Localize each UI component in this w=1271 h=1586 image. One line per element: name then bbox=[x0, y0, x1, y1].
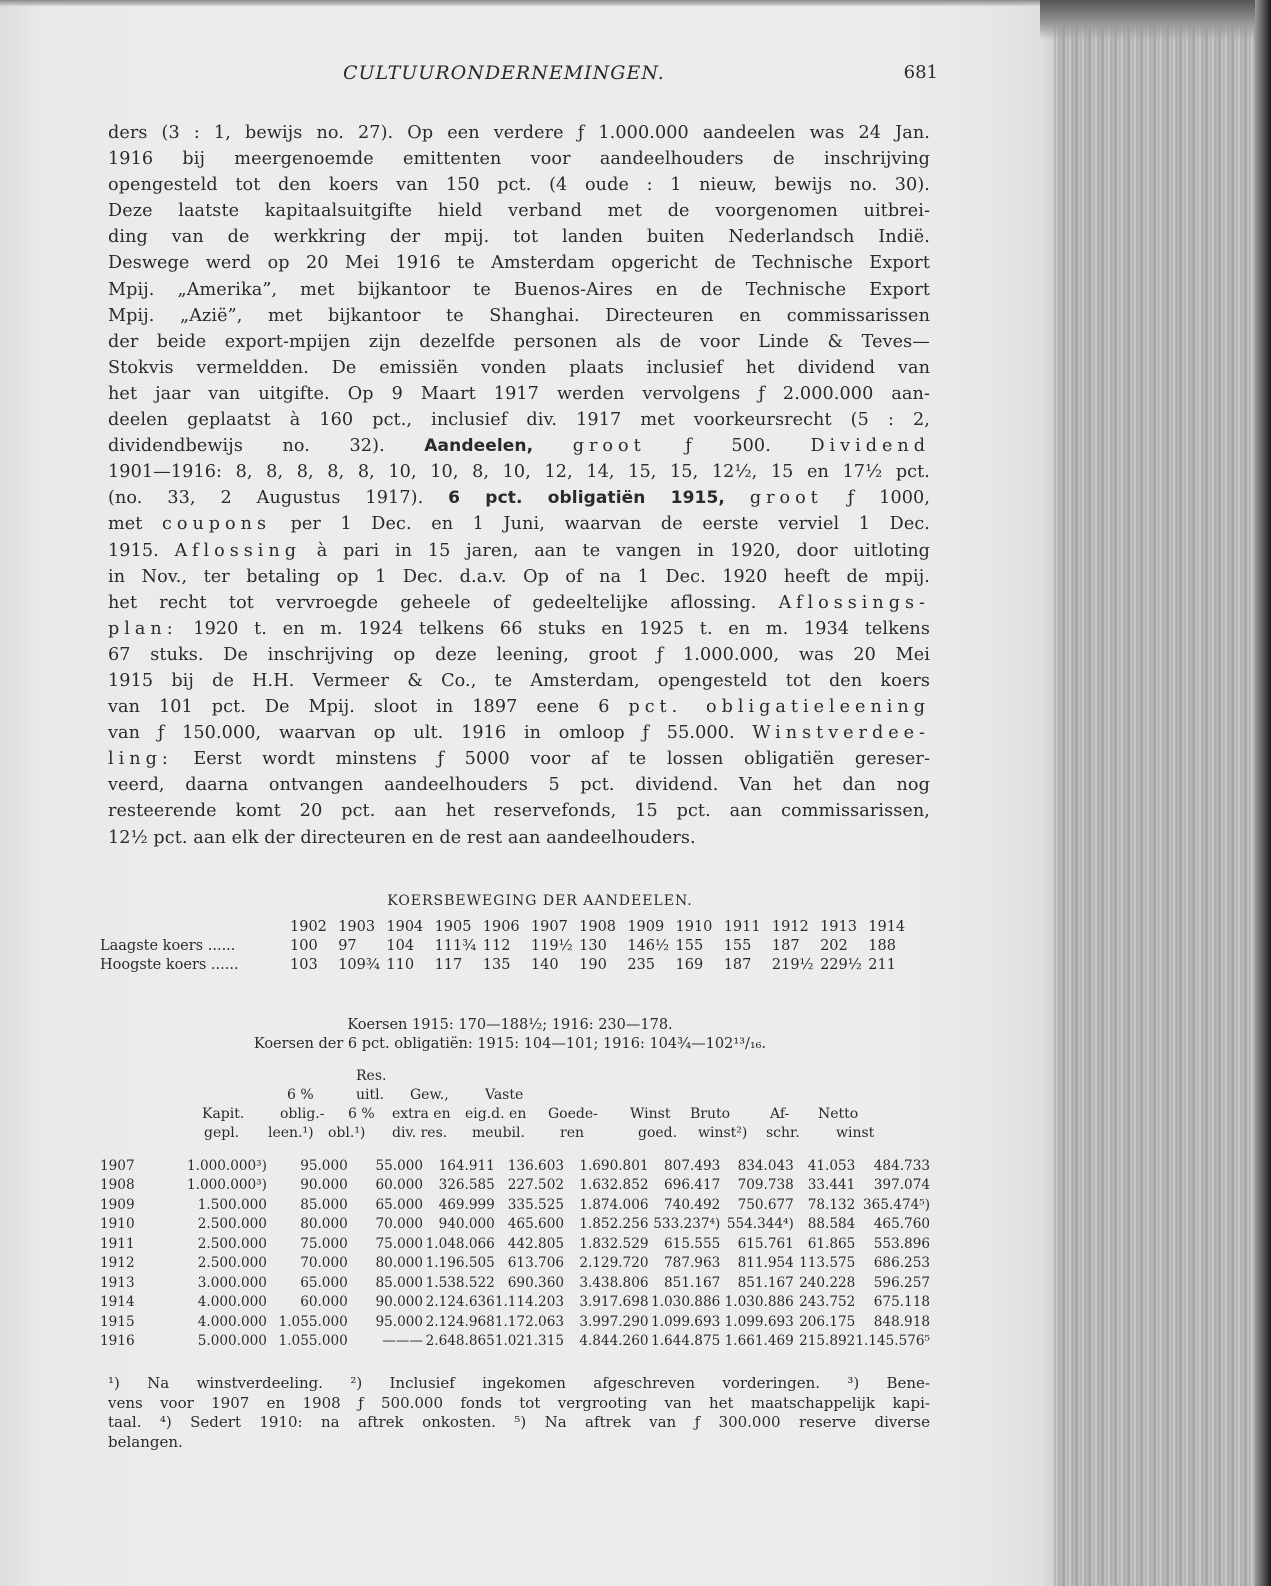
header-text: extra en bbox=[392, 1106, 451, 1122]
table-cell: 851.167 bbox=[664, 1274, 721, 1291]
table-cell: 834.043 bbox=[737, 1157, 794, 1174]
koersen-notes bbox=[200, 1016, 820, 1054]
page-curve-shadow bbox=[1040, 0, 1054, 1586]
table-row bbox=[100, 936, 916, 955]
table-cell: 1.099.693 bbox=[724, 1313, 794, 1330]
table-cell: 140 bbox=[530, 956, 559, 973]
table-row bbox=[100, 955, 916, 974]
table-cell: 4.000.000 bbox=[197, 1313, 267, 1330]
table-cell: 1.048.066 bbox=[425, 1235, 495, 1252]
header-text: winst bbox=[836, 1125, 875, 1141]
body-line: ding van de werkkring der mpij. tot landen buiten Nederlandsch Indië. bbox=[108, 227, 930, 248]
table-cell: 1.021.315 bbox=[494, 1333, 564, 1350]
year-cell: 1909 bbox=[100, 1196, 135, 1213]
table-cell: 1.000.000³) bbox=[186, 1177, 267, 1194]
table-cell: 70.000 bbox=[300, 1255, 348, 1272]
table-cell: 686.253 bbox=[873, 1255, 930, 1272]
table-cell: 1.852.256 bbox=[579, 1216, 649, 1233]
year-header: 1906 bbox=[482, 918, 520, 935]
koersbeweging-title: KOERSBEWEGING DER AANDEELEN. bbox=[387, 893, 693, 909]
body-line: Stokvis vermeldden. De emissiën vonden plaats inclusief het dividend van bbox=[108, 357, 930, 378]
table-cell: 235 bbox=[627, 956, 655, 973]
table-cell: 206.175 bbox=[799, 1313, 856, 1330]
table-cell: 1.172.063 bbox=[494, 1313, 564, 1330]
footnote-line: ¹) Na winstverdeeling. ²) Inclusief ingekomen afgeschreven vorderingen. ³) Bene- bbox=[108, 1374, 930, 1392]
table-cell: 136.603 bbox=[507, 1157, 564, 1174]
table-cell: 1.030.886 bbox=[651, 1294, 721, 1311]
spaced-text: groot bbox=[749, 488, 823, 509]
table-cell: 1.000.000³) bbox=[186, 1157, 267, 1174]
running-head bbox=[108, 62, 938, 88]
table-cell: 1.055.000 bbox=[278, 1313, 348, 1330]
text-run: per 1 Dec. en 1 Juni, waarvan de eerste verviel 1 Dec. bbox=[290, 514, 931, 535]
text-run: 1920 t. en m. 1924 telkens 66 stuks en 1925 t. en m. 1934 telkens bbox=[193, 618, 930, 639]
footnote-line: vens voor 1907 en 1908 ƒ 500.000 fonds tot vergrooting van het maatschappelijk kapi- bbox=[108, 1393, 930, 1412]
table-cell: 3.917.698 bbox=[579, 1294, 649, 1311]
book-right-shadow bbox=[1255, 0, 1271, 1586]
table-cell: 1.055.000 bbox=[278, 1333, 348, 1350]
year-cell: 1914 bbox=[100, 1294, 135, 1311]
text-run: dividendbewijs no. 32). bbox=[108, 436, 385, 457]
header-text: Kapit. bbox=[202, 1106, 245, 1122]
body-line bbox=[108, 720, 930, 746]
page-number: 681 bbox=[903, 62, 938, 83]
body-line: 1916 bij meergenoemde emittenten voor aandeelhouders de inschrijving bbox=[108, 149, 930, 170]
body-line bbox=[108, 433, 930, 459]
table-cell: 188 bbox=[868, 937, 896, 954]
year-header: 1905 bbox=[434, 918, 472, 935]
table-cell: 1.500.000 bbox=[197, 1196, 267, 1213]
table-cell: 117 bbox=[434, 956, 463, 973]
table-cell: 70.000 bbox=[375, 1216, 424, 1233]
book-page-edges bbox=[1040, 0, 1271, 1586]
header-text: uitl. bbox=[356, 1087, 385, 1103]
table-cell: 190 bbox=[579, 956, 607, 973]
year-cell: 1907 bbox=[100, 1157, 135, 1174]
page-top-shadow bbox=[0, 0, 1040, 6]
table-row bbox=[100, 1312, 930, 1332]
table-cell: 5.000.000 bbox=[197, 1333, 267, 1350]
body-line: Mpij. „Amerika”, met bijkantoor te Buenos-Aires en de Technische Export bbox=[108, 279, 930, 300]
table-cell: 675.118 bbox=[873, 1294, 930, 1311]
header-text: div. res. bbox=[392, 1125, 448, 1141]
table-row bbox=[100, 1234, 930, 1254]
text-run: van ƒ 150.000, waarvan op ult. 1916 in omloop ƒ 55.000. bbox=[108, 723, 735, 744]
year-header: 1903 bbox=[338, 918, 376, 935]
header-text: eig.d. en bbox=[465, 1106, 527, 1122]
year-cell: 1908 bbox=[100, 1177, 135, 1194]
header-text: ren bbox=[560, 1125, 584, 1141]
table-cell: 85.000 bbox=[375, 1274, 424, 1291]
header-text: schr. bbox=[766, 1125, 800, 1141]
table-cell: 465.760 bbox=[873, 1216, 930, 1233]
body-line: 12½ pct. aan elk der directeuren en de rest aan aandeelhouders. bbox=[108, 827, 696, 848]
section-heading-aandeelen: Aandeelen, bbox=[424, 436, 534, 457]
table-cell: 1.644.875 bbox=[651, 1333, 721, 1350]
body-line: Deze laatste kapitaalsuitgifte hield verband met de voorgenomen uitbrei- bbox=[108, 201, 930, 222]
body-line: 1901—1916: 8, 8, 8, 8, 8, 10, 10, 8, 10, 12, 14, 15, 15, 12½, 15 en 17½ pct. bbox=[108, 462, 930, 483]
header-text: 6 % bbox=[287, 1087, 314, 1103]
table-cell: 4.844.260 bbox=[579, 1333, 649, 1350]
table-cell bbox=[100, 917, 290, 936]
table-cell: 2.124.968 bbox=[425, 1313, 495, 1330]
table-cell: 243.752 bbox=[799, 1294, 856, 1311]
table-cell: 807.493 bbox=[664, 1157, 721, 1174]
table-row bbox=[100, 1156, 930, 1176]
spaced-text: ling: bbox=[108, 749, 173, 770]
body-line bbox=[108, 694, 930, 720]
table-cell: 1.538.522 bbox=[425, 1274, 495, 1291]
table-cell: 335.525 bbox=[507, 1196, 564, 1213]
body-line: deelen geplaatst à 160 pct., inclusief div. 1917 met voorkeursrecht (5 : 2, bbox=[108, 410, 930, 431]
body-line bbox=[108, 511, 930, 537]
table-cell: 1.030.886 bbox=[724, 1294, 794, 1311]
table-row bbox=[100, 1293, 930, 1313]
table-cell: 787.963 bbox=[664, 1255, 721, 1272]
table-cell: 554.344⁴) bbox=[726, 1216, 794, 1233]
table-cell: 60.000 bbox=[375, 1177, 424, 1194]
table-cell: 365.474⁵) bbox=[863, 1196, 930, 1213]
table-cell: 696.417 bbox=[664, 1177, 721, 1194]
header-text: Netto bbox=[818, 1106, 859, 1122]
table-cell: 615.555 bbox=[664, 1235, 721, 1252]
table-cell: 469.999 bbox=[438, 1196, 495, 1213]
table-cell: 135 bbox=[482, 956, 511, 973]
table-cell: 155 bbox=[723, 937, 752, 954]
row-label: Laagste koers ...... bbox=[100, 937, 236, 954]
header-text: winst²) bbox=[698, 1125, 748, 1141]
table-cell: 113.575 bbox=[799, 1255, 856, 1272]
body-line bbox=[108, 616, 930, 642]
text-run: ƒ 1000, bbox=[847, 488, 931, 509]
financial-table-body bbox=[100, 1156, 930, 1351]
koersen-note: Koersen 1915: 170—188½; 1916: 230—178. bbox=[347, 1017, 673, 1033]
running-title: CULTUURONDERNEMINGEN. bbox=[343, 62, 665, 84]
year-header: 1904 bbox=[386, 918, 424, 935]
body-line: in Nov., ter betaling op 1 Dec. d.a.v. Op of na 1 Dec. 1920 heeft de mpij. bbox=[108, 566, 930, 587]
body-text bbox=[108, 120, 930, 851]
row-label: Hoogste koers ...... bbox=[100, 956, 239, 973]
table-cell: 1.832.529 bbox=[579, 1235, 649, 1252]
body-line bbox=[108, 485, 930, 511]
year-header: 1912 bbox=[771, 918, 809, 935]
table-cell: 103 bbox=[290, 956, 318, 973]
table-cell: 61.865 bbox=[807, 1235, 856, 1252]
financial-table-header bbox=[100, 1068, 930, 1158]
year-header: 1914 bbox=[868, 918, 906, 935]
table-cell: 119½ bbox=[530, 937, 573, 954]
table-cell: 164.911 bbox=[438, 1157, 495, 1174]
table-cell: 97 bbox=[338, 937, 357, 954]
table-cell: 1.114.203 bbox=[494, 1294, 564, 1311]
table-cell: 1.099.693 bbox=[651, 1313, 721, 1330]
table-cell: 41.053 bbox=[807, 1157, 856, 1174]
table-cell: 326.585 bbox=[438, 1177, 495, 1194]
table-cell: 95.000 bbox=[375, 1313, 424, 1330]
table-cell: 33.441 bbox=[807, 1177, 856, 1194]
table-cell: 848.918 bbox=[873, 1313, 930, 1330]
table-cell: 465.600 bbox=[507, 1216, 564, 1233]
table-cell: 484.733 bbox=[873, 1157, 930, 1174]
table-cell: 65.000 bbox=[300, 1274, 348, 1291]
text-run: met bbox=[108, 514, 143, 535]
text-run: à pari in 15 jaren, aan te vangen in 1920, door uitloting bbox=[316, 540, 930, 561]
table-cell: 613.706 bbox=[507, 1255, 564, 1272]
header-text: 6 % bbox=[348, 1106, 375, 1122]
header-text: goed. bbox=[638, 1125, 678, 1141]
table-cell: 111¾ bbox=[434, 937, 477, 954]
table-cell: 2.124.636 bbox=[425, 1294, 495, 1311]
body-line: opengesteld tot den koers van 150 pct. (4 oude : 1 nieuw, bewijs no. 30). bbox=[108, 175, 930, 196]
body-line: der beide export-mpijen zijn dezelfde personen als de voor Linde & Teves— bbox=[108, 331, 930, 352]
text-run: 1915. bbox=[108, 540, 159, 561]
year-cell: 1916 bbox=[100, 1333, 135, 1350]
table-cell: 397.074 bbox=[873, 1177, 930, 1194]
table-cell: 229½ bbox=[820, 956, 862, 973]
table-cell: 60.000 bbox=[300, 1294, 348, 1311]
spaced-text: plan: bbox=[108, 618, 178, 639]
table-cell: 615.761 bbox=[737, 1235, 794, 1252]
spaced-text: Dividend bbox=[810, 436, 931, 457]
koersen-note: Koersen der 6 pct. obligatiën: 1915: 104—101; 1916: 104¾—102¹³/₁₆. bbox=[253, 1036, 767, 1052]
table-cell: 104 bbox=[386, 937, 415, 954]
header-text: Res. bbox=[356, 1068, 387, 1084]
table-cell: 750.677 bbox=[737, 1196, 794, 1213]
year-header: 1902 bbox=[290, 918, 327, 935]
table-cell: 215.892 bbox=[799, 1333, 856, 1350]
table-cell: 3.000.000 bbox=[197, 1274, 267, 1291]
financial-table bbox=[100, 1156, 930, 1351]
header-text: meubil. bbox=[472, 1125, 525, 1141]
body-line bbox=[108, 746, 930, 772]
table-row bbox=[100, 1273, 930, 1293]
table-cell: 90.000 bbox=[375, 1294, 424, 1311]
table-cell: 85.000 bbox=[300, 1196, 348, 1213]
table-cell: 169 bbox=[675, 956, 704, 973]
text-run: ƒ 500. bbox=[685, 436, 771, 457]
table-cell: ——— bbox=[382, 1333, 424, 1350]
table-cell: 80.000 bbox=[375, 1255, 424, 1272]
table-cell: 227.502 bbox=[507, 1177, 564, 1194]
table-cell: 1.874.006 bbox=[579, 1196, 649, 1213]
body-line: resteerende komt 20 pct. aan het reservefonds, 15 pct. aan commissarissen, bbox=[108, 801, 930, 822]
table-cell: 187 bbox=[723, 956, 752, 973]
year-header: 1913 bbox=[820, 918, 857, 935]
table-cell: 80.000 bbox=[300, 1216, 348, 1233]
section-heading-obligatien: 6 pct. obligatiën 1915, bbox=[448, 488, 725, 509]
year-header: 1910 bbox=[675, 918, 713, 935]
table-cell: 596.257 bbox=[873, 1274, 930, 1291]
table-cell: 1.690.801 bbox=[579, 1157, 649, 1174]
header-text: obl.¹) bbox=[328, 1125, 366, 1141]
text-run: van 101 pct. De Mpij. sloot in 1897 eene 6 bbox=[108, 697, 610, 718]
table-cell: 130 bbox=[579, 937, 607, 954]
body-line bbox=[108, 590, 930, 616]
body-line: Mpij. „Azië”, met bijkantoor te Shanghai. Directeuren en commissarissen bbox=[108, 305, 930, 326]
spaced-text: Winstverdee- bbox=[752, 723, 930, 744]
header-text: leen.¹) bbox=[268, 1125, 314, 1141]
header-text: Gew., bbox=[410, 1087, 449, 1103]
table-row bbox=[100, 1332, 930, 1352]
table-cell: 211 bbox=[868, 956, 896, 973]
footnotes bbox=[108, 1374, 930, 1452]
year-cell: 1915 bbox=[100, 1313, 135, 1330]
table-row bbox=[100, 1195, 930, 1215]
table-cell: 3.997.290 bbox=[579, 1313, 649, 1330]
table-row bbox=[100, 1254, 930, 1274]
year-cell: 1911 bbox=[100, 1235, 135, 1252]
table-cell: 146½ bbox=[627, 937, 670, 954]
footnote-line: taal. ⁴) Sedert 1910: na aftrek onkosten. ⁵) Na aftrek van ƒ 300.000 reserve diverse bbox=[108, 1413, 930, 1432]
table-cell: 709.738 bbox=[737, 1177, 794, 1194]
year-cell: 1912 bbox=[100, 1255, 135, 1272]
table-cell: 940.000 bbox=[438, 1216, 495, 1233]
table-cell: 240.228 bbox=[799, 1274, 856, 1291]
table-cell: 109¾ bbox=[338, 956, 380, 973]
year-cell: 1913 bbox=[100, 1274, 135, 1291]
book-top-shadow bbox=[1040, 0, 1271, 40]
body-line: ders (3 : 1, bewijs no. 27). Op een verdere ƒ 1.000.000 aandeelen was 24 Jan. bbox=[108, 123, 930, 143]
year-header: 1908 bbox=[579, 918, 617, 935]
table-cell: 110 bbox=[386, 956, 415, 973]
text-run: het recht tot vervroegde geheele of gedeeltelijke aflossing. bbox=[108, 592, 757, 613]
header-text: Winst bbox=[630, 1106, 671, 1122]
table-cell: 811.954 bbox=[737, 1255, 794, 1272]
table-cell: 533.237⁴) bbox=[653, 1216, 721, 1233]
header-text: Goede- bbox=[548, 1106, 598, 1122]
header-text: gepl. bbox=[204, 1125, 240, 1141]
table-cell: 55.000 bbox=[375, 1157, 424, 1174]
table-cell: 78.132 bbox=[807, 1196, 856, 1213]
table-row bbox=[100, 1215, 930, 1235]
spaced-text: groot bbox=[572, 436, 646, 457]
text-run: Eerst wordt minstens ƒ 5000 voor af te lossen obligatiën gereser- bbox=[193, 749, 930, 770]
table-cell: 553.896 bbox=[873, 1235, 930, 1252]
table-cell: 112 bbox=[482, 937, 511, 954]
table-cell: 75.000 bbox=[375, 1235, 424, 1252]
table-cell: 155 bbox=[675, 937, 704, 954]
body-line: Deswege werd op 20 Mei 1916 te Amsterdam opgericht de Technische Export bbox=[108, 253, 930, 274]
year-header: 1911 bbox=[723, 918, 761, 935]
body-line bbox=[108, 538, 930, 564]
spaced-text: Aflossings- bbox=[778, 592, 930, 613]
table-cell: 3.438.806 bbox=[579, 1274, 649, 1291]
table-cell: 2.648.865 bbox=[425, 1333, 495, 1350]
spaced-text: Aflossing bbox=[174, 540, 302, 561]
text-run: (no. 33, 2 Augustus 1917). bbox=[108, 488, 424, 509]
table-cell: 90.000 bbox=[300, 1177, 348, 1194]
table-cell: 219½ bbox=[771, 956, 814, 973]
table-cell: 2.500.000 bbox=[197, 1255, 267, 1272]
table-cell: 187 bbox=[771, 937, 800, 954]
financial-table-section bbox=[100, 1068, 930, 1350]
table-header-row bbox=[100, 917, 916, 936]
table-cell: 2.500.000 bbox=[197, 1235, 267, 1252]
table-cell: 442.805 bbox=[507, 1235, 564, 1252]
table-row bbox=[100, 1176, 930, 1196]
table-cell: 95.000 bbox=[300, 1157, 348, 1174]
table-cell: 202 bbox=[820, 937, 848, 954]
table-cell: 65.000 bbox=[375, 1196, 424, 1213]
koersbeweging-table bbox=[100, 917, 916, 974]
table-cell: 1.145.576⁵ bbox=[855, 1333, 930, 1350]
body-line: 67 stuks. De inschrijving op deze leening, groot ƒ 1.000.000, was 20 Mei bbox=[108, 644, 930, 665]
table-cell: 740.492 bbox=[664, 1196, 721, 1213]
header-text: Vaste bbox=[485, 1087, 524, 1103]
table-cell: 75.000 bbox=[300, 1235, 348, 1252]
header-text: oblig.- bbox=[280, 1106, 325, 1122]
table-cell: 690.360 bbox=[507, 1274, 564, 1291]
table-cell: 851.167 bbox=[737, 1274, 794, 1291]
footnote-line: belangen. bbox=[108, 1432, 183, 1451]
table-cell: 1.632.852 bbox=[579, 1177, 649, 1194]
table-cell: 2.129.720 bbox=[579, 1255, 649, 1272]
table-cell: 100 bbox=[290, 937, 318, 954]
year-header: 1907 bbox=[530, 918, 568, 935]
header-text: Af- bbox=[770, 1106, 790, 1122]
table-cell: 1.661.469 bbox=[724, 1333, 794, 1350]
body-line: het jaar van uitgifte. Op 9 Maart 1917 werden vervolgens ƒ 2.000.000 aan- bbox=[108, 383, 930, 404]
body-line: 1915 bij de H.H. Vermeer & Co., te Amsterdam, opengesteld tot den koers bbox=[108, 670, 930, 691]
header-text: Bruto bbox=[690, 1106, 731, 1122]
spaced-text: pct. obligatieleening bbox=[628, 697, 931, 718]
year-header: 1909 bbox=[627, 918, 665, 935]
spaced-text: coupons bbox=[162, 514, 272, 535]
table-cell: 4.000.000 bbox=[197, 1294, 267, 1311]
table-cell: 1.196.505 bbox=[425, 1255, 495, 1272]
body-line: veerd, daarna ontvangen aandeelhouders 5 pct. dividend. Van het dan nog bbox=[108, 775, 930, 796]
koersbeweging-section bbox=[100, 893, 920, 973]
table-cell: 88.584 bbox=[807, 1216, 856, 1233]
table-cell: 2.500.000 bbox=[197, 1216, 267, 1233]
year-cell: 1910 bbox=[100, 1216, 135, 1233]
